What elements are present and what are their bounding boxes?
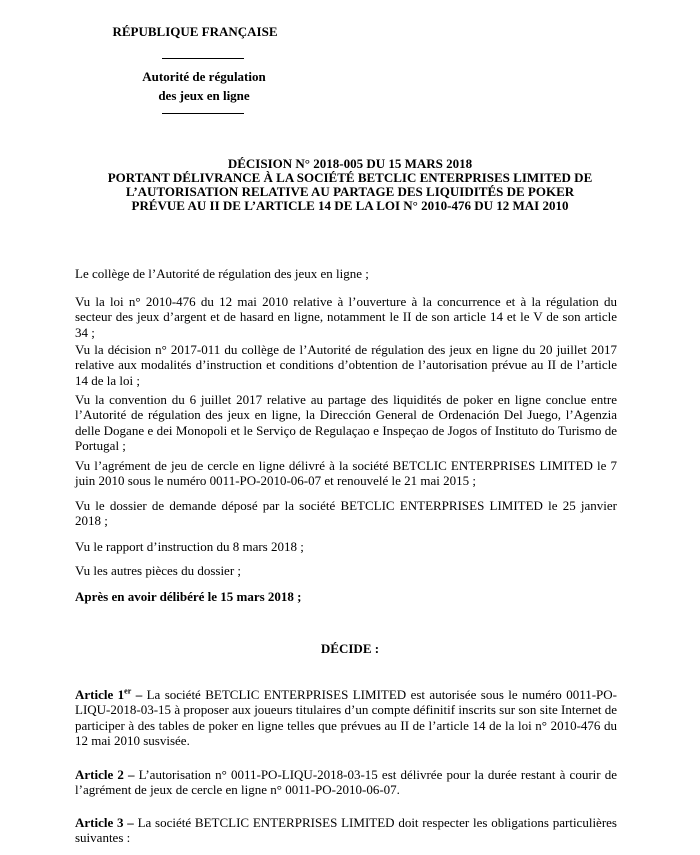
title-line-3: L’AUTORISATION RELATIVE AU PARTAGE DES LIQUIDITÉS DE POKER [125, 184, 575, 199]
article-3-label: Article 3 – [75, 815, 134, 830]
preamble-convention: Vu la convention du 6 juillet 2017 relative au partage des liquidités de poker en ligne conclue entre l’Autorité de régulation des jeux en ligne, la Dirección General de Ordenación Del Juego, l’Agenzia delle Dogane e dei Monopoli et le Serviço de Regulaçao e Inspeçao de Jogos of Instituto do Turismo de Portugal ; [75, 392, 617, 454]
decide-heading: DÉCIDE : [320, 641, 380, 656]
header-divider-bottom [162, 113, 244, 114]
article-1-superscript: er [124, 686, 132, 696]
republic-heading: RÉPUBLIQUE FRANÇAISE [112, 24, 278, 39]
article-2-text: L’autorisation n° 0011-PO-LIQU-2018-03-15 est délivrée pour la durée restant à courir de l’agrément de jeux de cercle en ligne n° 0011-PO-2010-06-07. [75, 767, 617, 798]
authority-name-line2: des jeux en ligne [158, 88, 250, 103]
title-line-1: DÉCISION N° 2018-005 DU 15 MARS 2018 [227, 156, 473, 171]
title-line-4: PRÉVUE AU II DE L’ARTICLE 14 DE LA LOI N° 2010-476 DU 12 MAI 2010 [131, 198, 569, 213]
preamble-rapport: Vu le rapport d’instruction du 8 mars 2018 ; [75, 539, 304, 554]
preamble-dossier: Vu le dossier de demande déposé par la société BETCLIC ENTERPRISES LIMITED le 25 janvier 2018 ; [75, 498, 617, 529]
article-2 [75, 767, 617, 798]
header-divider-top [162, 58, 244, 59]
article-2-label: Article 2 – [75, 767, 135, 782]
article-1-text: La société BETCLIC ENTERPRISES LIMITED est autorisée sous le numéro 0011-PO-LIQU-2018-03-15 à proposer aux joueurs titulaires d’un compte définitif inscrits sur son site Internet de participer à des tables de poker en ligne telles que prévues au II de l’article 14 de la loi n° 2010-476 du 12 mai 2010 susvisée. [75, 687, 617, 749]
preamble-college: Le collège de l’Autorité de régulation des jeux en ligne ; [75, 266, 369, 281]
article-3 [75, 815, 617, 846]
decision-title [70, 157, 630, 213]
deliberation-statement: Après en avoir délibéré le 15 mars 2018 ; [75, 589, 302, 604]
preamble-agrement: Vu l’agrément de jeu de cercle en ligne délivré à la société BETCLIC ENTERPRISES LIMITED le 7 juin 2010 sous le numéro 0011-PO-2010-06-07 et renouvelé le 21 mai 2015 ; [75, 458, 617, 489]
preamble-decision-2017: Vu la décision n° 2017-011 du collège de l’Autorité de régulation des jeux en ligne du 20 juillet 2017 relative aux modalités d’instruction et conditions d’obtention de l’autorisation prévue au II de l’article 14 de la loi ; [75, 342, 617, 388]
preamble-law: Vu la loi n° 2010-476 du 12 mai 2010 relative à l’ouverture à la concurrence et à la régulation du secteur des jeux d’argent et de hasard en ligne, notamment le II de son article 14 et le V de son article 34 ; [75, 294, 617, 340]
article-3-text: La société BETCLIC ENTERPRISES LIMITED doit respecter les obligations particulières suivantes : [75, 815, 617, 846]
article-1-label: Article 1 [75, 687, 125, 702]
article-1-dash: – [131, 687, 147, 702]
preamble-pieces: Vu les autres pièces du dossier ; [75, 563, 242, 578]
authority-name-line1: Autorité de régulation [142, 69, 266, 84]
title-line-2: PORTANT DÉLIVRANCE À LA SOCIÉTÉ BETCLIC ENTERPRISES LIMITED DE [107, 170, 593, 185]
article-1 [75, 687, 617, 749]
